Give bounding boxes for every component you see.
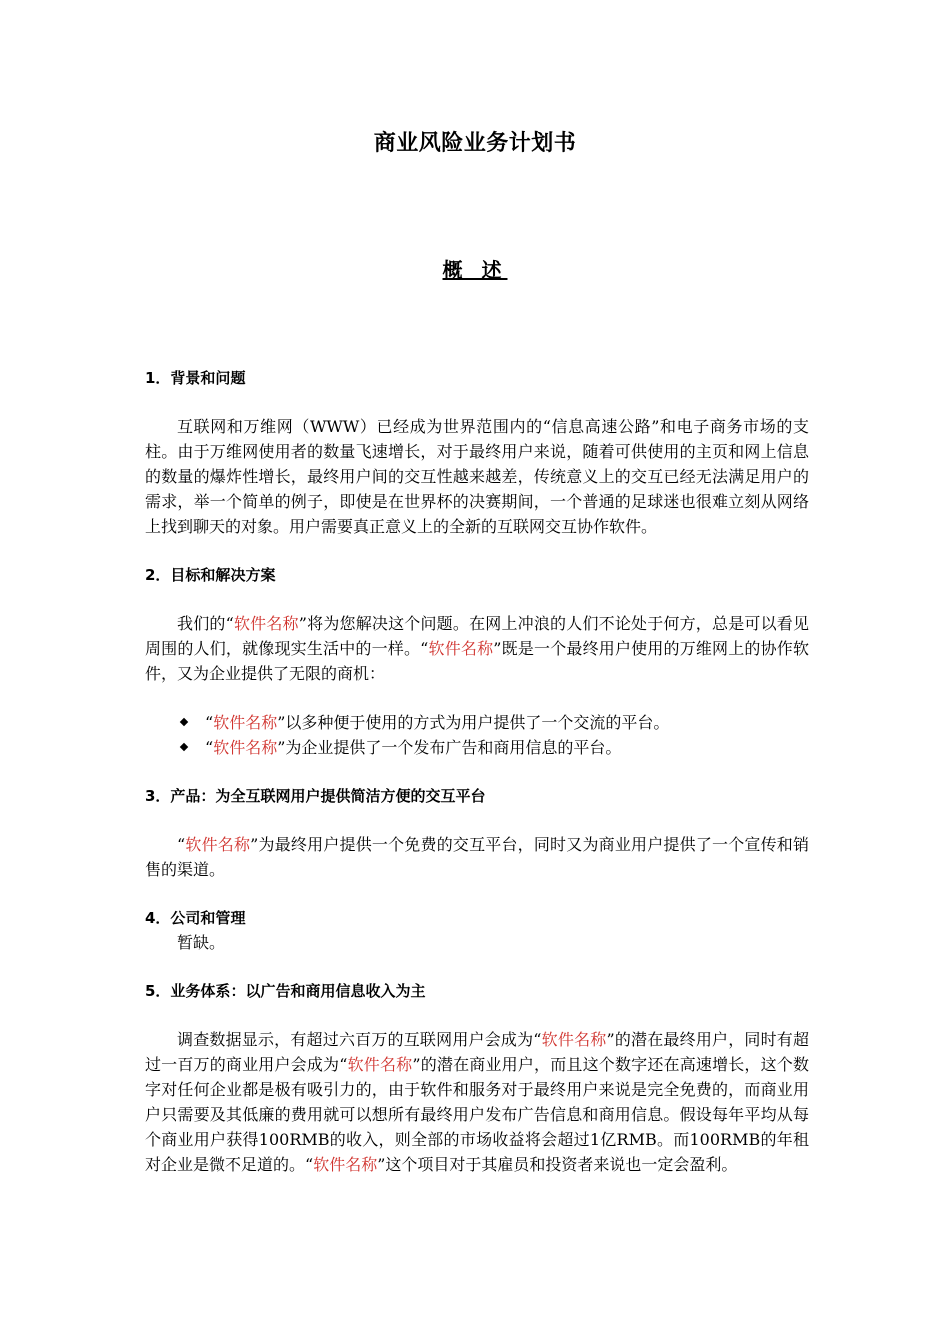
software-name-highlight: 软件名称 <box>347 1055 413 1074</box>
feature-list <box>145 710 809 760</box>
section-heading-background: 1．背景和问题 <box>145 369 246 387</box>
software-name-highlight: 软件名称 <box>313 1155 378 1174</box>
overview-title-text: 概 述 <box>442 258 508 282</box>
diamond-bullet-icon <box>180 718 188 726</box>
document-body <box>145 366 809 1177</box>
software-name-highlight: 软件名称 <box>428 639 494 658</box>
software-name-highlight: 软件名称 <box>541 1030 607 1049</box>
section-overview-title <box>0 254 950 283</box>
software-name-highlight: 软件名称 <box>233 614 299 633</box>
section-heading-business: 5．业务体系：以广告和商用信息收入为主 <box>145 982 426 1000</box>
software-name-highlight: 软件名称 <box>185 835 251 854</box>
software-name-highlight: 软件名称 <box>213 713 278 732</box>
paragraph-goals: 我们的“软件名称”将为您解决这个问题。在网上冲浪的人们不论处于何方，总是可以看见周围的人们，就像现实生活中的一样。“软件名称”既是一个最终用户使用的万维网上的协作软件，又为企业提供了无限的商机： <box>145 614 809 683</box>
paragraph-product: “软件名称”为最终用户提供一个免费的交互平台，同时又为商业用户提供了一个宣传和销售的渠道。 <box>145 835 809 879</box>
section-heading-company: 4．公司和管理 <box>145 909 246 927</box>
section-heading-goals: 2．目标和解决方案 <box>145 566 276 584</box>
paragraph-background: 互联网和万维网（WWW）已经成为世界范围内的“信息高速公路”和电子商务市场的支柱。由于万维网使用者的数量飞速增长，对于最终用户来说，随着可供使用的主页和网上信息的数量的爆炸性增长，最终用户间的交互性越来越差，传统意义上的交互已经无法满足用户的需求，举一个简单的例子，即使是在世界杯的决赛期间，一个普通的足球迷也很难立刻从网络上找到聊天的对象。用户需要真正意义上的全新的互联网交互协作软件。 <box>145 417 809 536</box>
list-item: “软件名称”以多种便于使用的方式为用户提供了一个交流的平台。 <box>145 710 809 735</box>
diamond-bullet-icon <box>180 743 188 751</box>
section-heading-product: 3．产品：为全互联网用户提供简洁方便的交互平台 <box>145 787 486 805</box>
document-title: 商业风险业务计划书 <box>373 130 577 156</box>
paragraph-company: 暂缺。 <box>177 933 226 952</box>
software-name-highlight: 软件名称 <box>213 738 278 757</box>
list-item: “软件名称”为企业提供了一个发布广告和商用信息的平台。 <box>145 735 809 760</box>
paragraph-business: 调查数据显示，有超过六百万的互联网用户会成为“软件名称”的潜在最终用户，同时有超过一百万的商业用户会成为“软件名称”的潜在商业用户，而且这个数字还在高速增长，这个数字对任何企业都是极有吸引力的，由于软件和服务对于最终用户来说是完全免费的，而商业用户只需要及其低廉的费用就可以想所有最终用户发布广告信息和商用信息。假设每年平均从每个商业用户获得100RMB的收入，则全部的市场收益将会超过1亿RMB。而100RMB的年租对企业是微不足道的。“软件名称”这个项目对于其雇员和投资者来说也一定会盈利。 <box>145 1030 809 1174</box>
